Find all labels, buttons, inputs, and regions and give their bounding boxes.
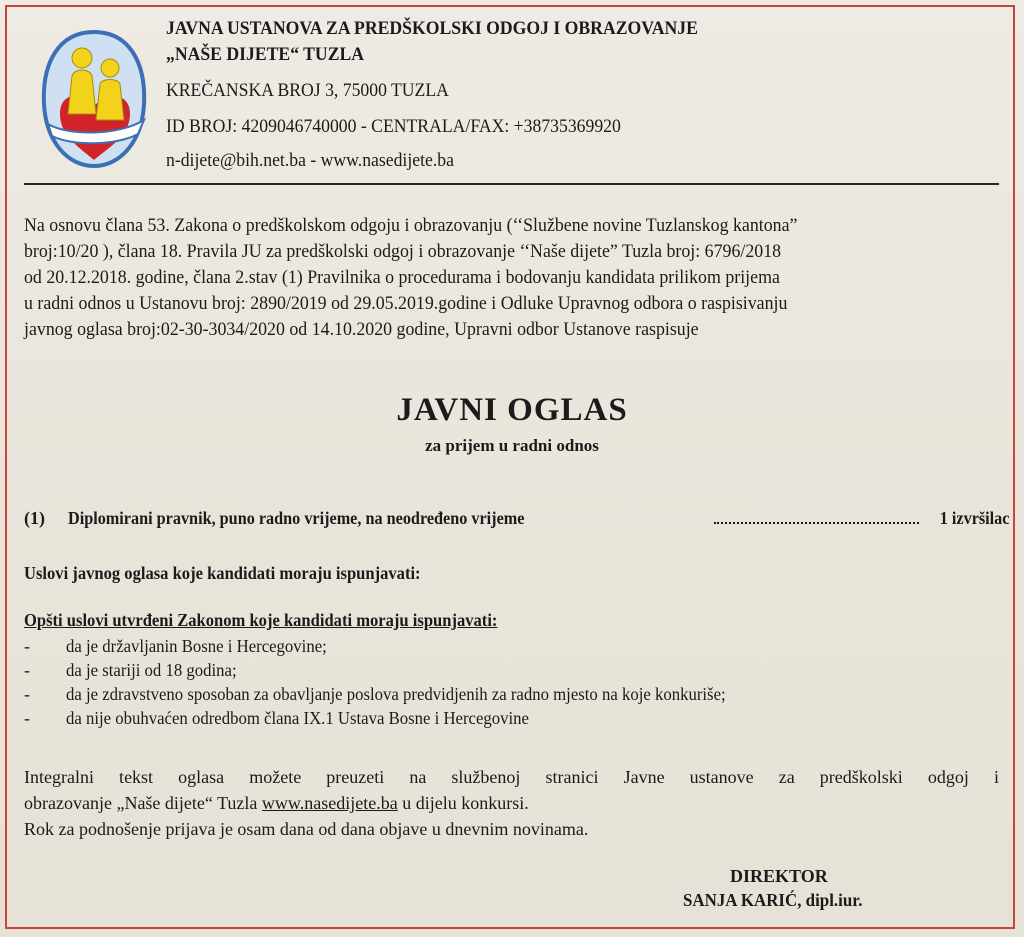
job-position (24, 508, 1009, 534)
closing-line (24, 790, 999, 816)
signature-name: SANJA KARIĆ, dipl.iur. (683, 890, 863, 910)
position-number: (1) (24, 508, 45, 528)
list-dash: - (24, 708, 30, 728)
header-divider (24, 183, 999, 185)
general-conditions-heading: Opšti uslovi utvrđeni Zakonom koje kandidati moraju ispunjavati: (24, 610, 498, 630)
closing-text: obrazovanje „Naše dijete“ Tuzla (24, 793, 262, 813)
list-dash: - (24, 684, 30, 704)
intro-line: od 20.12.2018. godine, člana 2.stav (1) Pravilnika o procedurama i bodovanju kandidata prilikom prijema (24, 267, 780, 288)
list-item (24, 660, 984, 684)
position-title: Diplomirani pravnik, puno radno vrijeme, na neodređeno vrijeme (68, 508, 525, 528)
org-short-name: „NAŠE DIJETE“ TUZLA (166, 44, 365, 65)
list-item-text: da je zdravstveno sposoban za obavljanje poslova predvidjenih za radno mjesto na koje konkuriše; (66, 684, 726, 704)
ad-subtitle: za prijem u radni odnos (425, 436, 599, 455)
closing-text: u dijelu konkursi. (397, 793, 529, 813)
kindergarten-logo (38, 24, 150, 172)
list-item-text: da je državljanin Bosne i Hercegovine; (66, 636, 327, 656)
website-link[interactable]: www.nasedijete.ba (261, 793, 398, 813)
signature-title: DIREKTOR (730, 866, 828, 886)
position-count: 1 izvršilac (939, 508, 1009, 528)
list-item (24, 636, 984, 660)
org-id-line: ID BROJ: 4209046740000 - CENTRALA/FAX: +38735369920 (166, 116, 621, 137)
intro-paragraph (24, 213, 999, 343)
intro-line: broj:10/20 ), člana 18. Pravila JU za predškolski odgoj i obrazovanje ‘‘Naše dijete” Tuzla broj: 6796/2018 (24, 241, 782, 262)
list-item-text: da je stariji od 18 godina; (66, 660, 237, 680)
list-item-text: da nije obuhvaćen odredbom člana IX.1 Ustava Bosne i Hercegovine (66, 708, 529, 728)
list-dash: - (24, 636, 30, 656)
org-name: JAVNA USTANOVA ZA PREDŠKOLSKI ODGOJ I OBRAZOVANJE (166, 18, 698, 39)
closing-line: Integralni tekst oglasa možete preuzeti na službenoj stranici Javne ustanove za predškolski odgoj i (24, 767, 999, 787)
list-item (24, 684, 984, 708)
dotted-leader (714, 522, 919, 524)
intro-line: javnog oglasa broj:02-30-3034/2020 od 14.10.2020 godine, Upravni odbor Ustanove raspisuje (24, 319, 699, 340)
conditions-heading: Uslovi javnog oglasa koje kandidati moraju ispunjavati: (24, 563, 421, 583)
intro-line: u radni odnos u Ustanovu broj: 2890/2019 od 29.05.2019.godine i Odluke Upravnog odbora o raspisivanju (24, 293, 788, 314)
general-conditions-list (24, 636, 984, 732)
org-address: KREČANSKA BROJ 3, 75000 TUZLA (166, 80, 449, 101)
closing-line: Rok za podnošenje prijava je osam dana od dana objave u dnevnim novinama. (24, 819, 589, 839)
list-dash: - (24, 660, 30, 680)
ad-title: JAVNI OGLAS (396, 392, 628, 428)
list-item (24, 708, 984, 732)
intro-line: Na osnovu člana 53. Zakona o predškolskom odgoju i obrazovanju (‘‘Službene novine Tuzlanskog kantona” (24, 215, 798, 236)
closing-paragraph (24, 764, 999, 842)
org-contact: n-dijete@bih.net.ba - www.nasedijete.ba (166, 150, 454, 171)
